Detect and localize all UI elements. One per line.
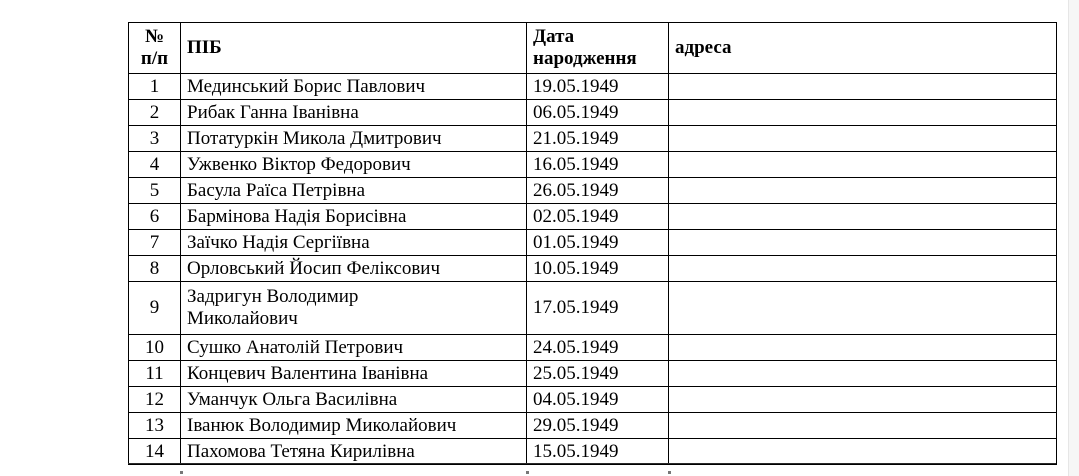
row-number: 1 bbox=[129, 74, 181, 100]
row-address bbox=[669, 152, 1057, 178]
table-row bbox=[129, 413, 1057, 439]
row-number: 11 bbox=[129, 361, 181, 387]
page-edge-shade bbox=[1068, 0, 1079, 476]
table-row bbox=[129, 282, 1057, 335]
row-birth-date: 06.05.1949 bbox=[527, 100, 669, 126]
row-address bbox=[669, 439, 1057, 465]
row-birth-date: 10.05.1949 bbox=[527, 256, 669, 282]
header-birth-date bbox=[527, 23, 669, 74]
row-name bbox=[181, 282, 527, 335]
next-table-fragment bbox=[128, 463, 1056, 476]
people-table bbox=[128, 22, 1057, 465]
row-name-line1: Задригун Володимир bbox=[187, 286, 359, 307]
table-row bbox=[129, 439, 1057, 465]
table-row bbox=[129, 335, 1057, 361]
row-address bbox=[669, 126, 1057, 152]
row-name: Уманчук Ольга Василівна bbox=[181, 387, 527, 413]
table-row bbox=[129, 361, 1057, 387]
row-birth-date: 17.05.1949 bbox=[527, 282, 669, 335]
next-table-divider-mark bbox=[526, 471, 529, 474]
header-number bbox=[129, 23, 181, 74]
row-number: 3 bbox=[129, 126, 181, 152]
row-address bbox=[669, 74, 1057, 100]
row-birth-date: 26.05.1949 bbox=[527, 178, 669, 204]
row-number: 2 bbox=[129, 100, 181, 126]
table-row bbox=[129, 126, 1057, 152]
row-address bbox=[669, 413, 1057, 439]
row-birth-date: 29.05.1949 bbox=[527, 413, 669, 439]
row-address bbox=[669, 282, 1057, 335]
row-number: 6 bbox=[129, 204, 181, 230]
table-body bbox=[129, 74, 1057, 465]
row-name: Ужвенко Віктор Федорович bbox=[181, 152, 527, 178]
row-name: Бармінова Надія Борисівна bbox=[181, 204, 527, 230]
row-birth-date: 02.05.1949 bbox=[527, 204, 669, 230]
next-table-top-border bbox=[128, 463, 1056, 464]
row-birth-date: 16.05.1949 bbox=[527, 152, 669, 178]
row-address bbox=[669, 178, 1057, 204]
row-birth-date: 01.05.1949 bbox=[527, 230, 669, 256]
row-name: Мединський Борис Павлович bbox=[181, 74, 527, 100]
table-row bbox=[129, 387, 1057, 413]
table-row bbox=[129, 204, 1057, 230]
row-address bbox=[669, 204, 1057, 230]
row-number: 7 bbox=[129, 230, 181, 256]
header-row bbox=[129, 23, 1057, 74]
row-name: Пахомова Тетяна Кирилівна bbox=[181, 439, 527, 465]
row-birth-date: 24.05.1949 bbox=[527, 335, 669, 361]
table-row bbox=[129, 256, 1057, 282]
row-number: 13 bbox=[129, 413, 181, 439]
table-row bbox=[129, 178, 1057, 204]
row-address bbox=[669, 230, 1057, 256]
row-number: 12 bbox=[129, 387, 181, 413]
row-number: 10 bbox=[129, 335, 181, 361]
row-birth-date: 15.05.1949 bbox=[527, 439, 669, 465]
table-row bbox=[129, 152, 1057, 178]
row-number: 5 bbox=[129, 178, 181, 204]
row-name: Сушко Анатолій Петрович bbox=[181, 335, 527, 361]
row-birth-date: 21.05.1949 bbox=[527, 126, 669, 152]
row-birth-date: 19.05.1949 bbox=[527, 74, 669, 100]
header-birth-date-line1: Дата bbox=[533, 26, 575, 47]
row-number: 9 bbox=[129, 282, 181, 335]
header-birth-date-line2: народження bbox=[533, 48, 637, 69]
row-name: Рибак Ганна Іванівна bbox=[181, 100, 527, 126]
row-address bbox=[669, 256, 1057, 282]
header-name: ПІБ bbox=[181, 23, 527, 74]
row-name: Заїчко Надія Сергіївна bbox=[181, 230, 527, 256]
row-name-line2: Миколайович bbox=[187, 308, 298, 329]
row-birth-date: 25.05.1949 bbox=[527, 361, 669, 387]
table-header bbox=[129, 23, 1057, 74]
row-name: Потатуркін Микола Дмитрович bbox=[181, 126, 527, 152]
row-name: Орловський Йосип Феліксович bbox=[181, 256, 527, 282]
row-number: 14 bbox=[129, 439, 181, 465]
row-number: 4 bbox=[129, 152, 181, 178]
row-address bbox=[669, 387, 1057, 413]
row-address bbox=[669, 100, 1057, 126]
table-row bbox=[129, 74, 1057, 100]
row-address bbox=[669, 335, 1057, 361]
row-name: Іванюк Володимир Миколайович bbox=[181, 413, 527, 439]
row-name: Басула Раїса Петрівна bbox=[181, 178, 527, 204]
table-row bbox=[129, 100, 1057, 126]
table-row bbox=[129, 230, 1057, 256]
row-number: 8 bbox=[129, 256, 181, 282]
row-address bbox=[669, 361, 1057, 387]
next-table-divider-mark bbox=[180, 471, 183, 474]
header-number-line2: п/п bbox=[140, 48, 169, 69]
next-table-divider-mark bbox=[668, 471, 671, 474]
row-name: Концевич Валентина Іванівна bbox=[181, 361, 527, 387]
header-address: адреса bbox=[669, 23, 1057, 74]
header-number-line1: № bbox=[144, 26, 165, 47]
row-birth-date: 04.05.1949 bbox=[527, 387, 669, 413]
